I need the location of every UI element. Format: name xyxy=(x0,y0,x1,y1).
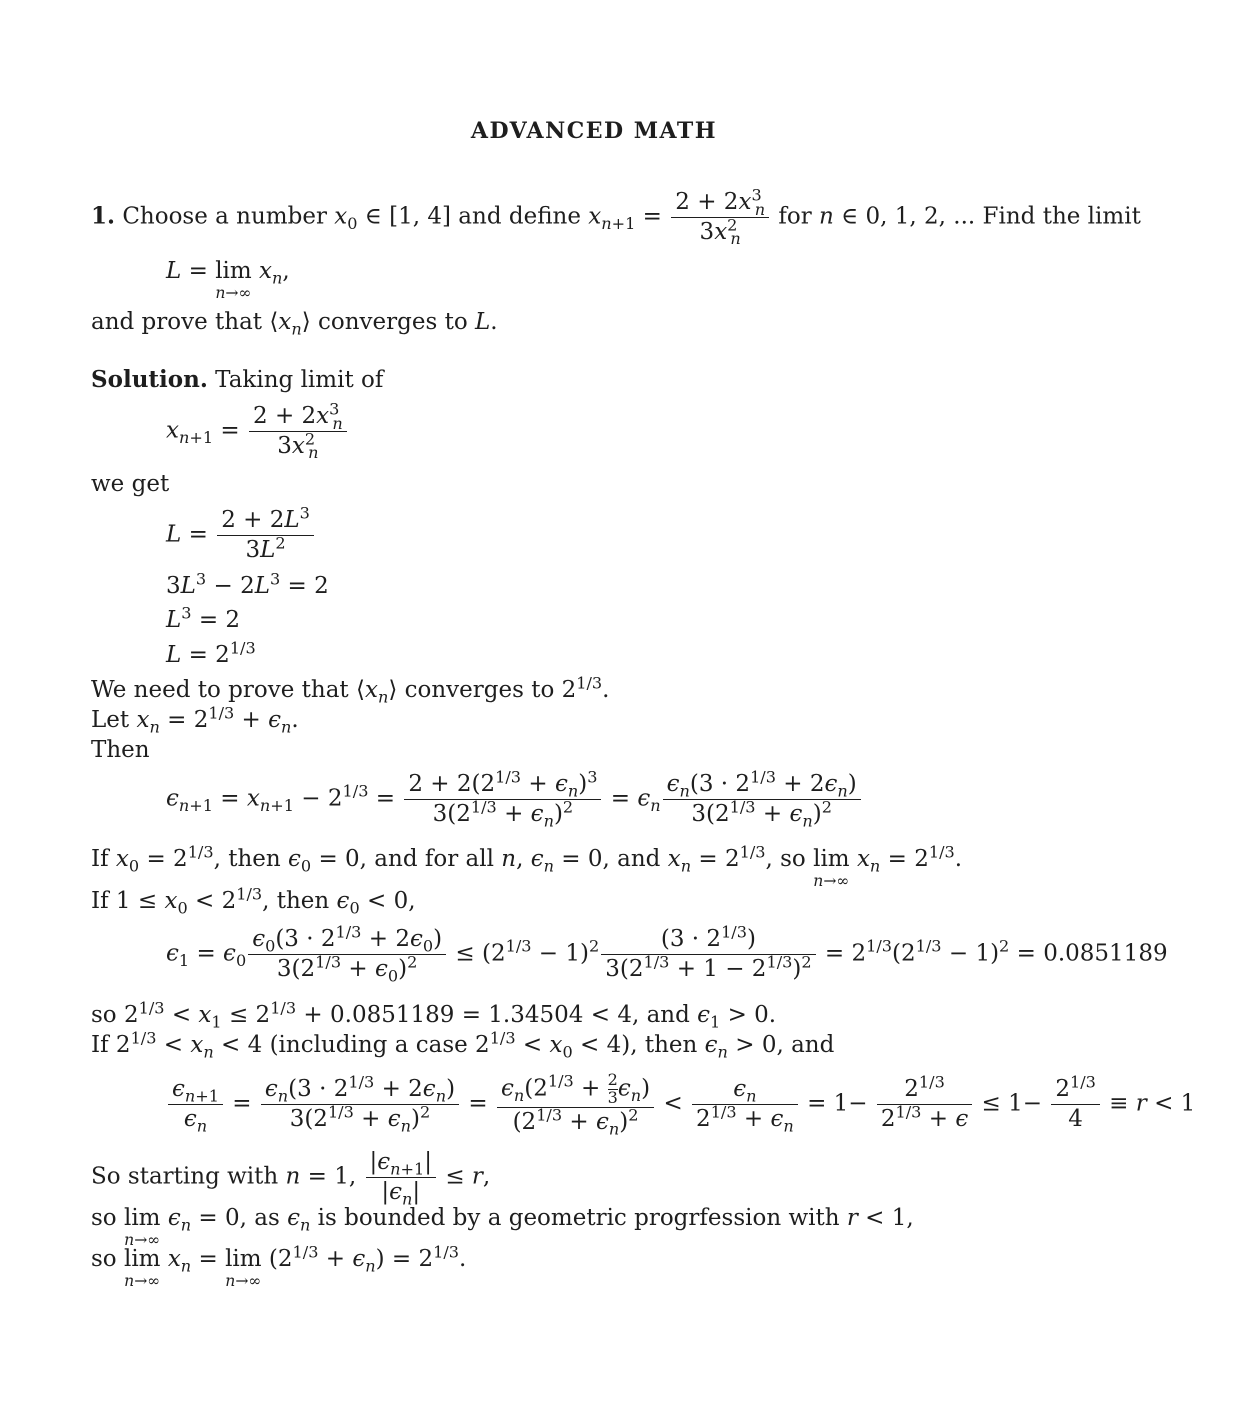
equation: L = $\frac{2 + 2L^3}{3L^2}$ xyxy=(166,506,316,565)
solution-line: So starting with n = 1, $\frac{|\epsilon_{n+1}|}{|\epsilon_n|}$ ≤ r, xyxy=(91,1149,491,1209)
equation: $x_{n+1}$ = $\frac{2 + 2x^3_n}{3x^2_n}$ xyxy=(166,402,349,461)
solution-line: If $x_0 = 2^{1/3}$, then $\epsilon_0 = 0$, and for all n, $\epsilon_n = 0$, and $x_n = 2^{1/3}$, so lim n→∞ $x_n = 2^{1/3}$. xyxy=(91,842,963,890)
solution-heading-line xyxy=(91,368,383,392)
solution-line: Let $x_n = 2^{1/3} + \epsilon_n$. xyxy=(91,703,299,737)
problem-text: Find the limit xyxy=(982,203,1141,230)
solution-heading: Solution. xyxy=(91,366,208,393)
solution-text: If xyxy=(91,846,109,872)
problem-statement-line: and prove that $⟨x_n⟩$ converges to L. xyxy=(91,309,498,339)
solution-text: Then xyxy=(91,737,150,763)
solution-text: (including a case xyxy=(269,1032,468,1058)
equation: $\frac{\epsilon_{n+1}}{\epsilon_n}$ = $\frac{\epsilon_n(3 \cdot 2^{1/3} + 2\epsilon_n)}{3(2^{1/3} + \epsilon_n)^2}$ = $\epsilon_n(2^{1/3}$ + $\frac{2}{3}$ $\epsilon_n$) $(2^{1/3} + \epsilon_n)^2$ < $\frac{\epsilon_n}{2^{1/3} + \epsilon_n}$ = 1− $\frac{2^{1/3}}{2^{1/3} + \epsilon}$ ≤ 1− $\frac{2^{1/3}}{4}$ ≡ r < 1 xyxy=(166,1072,1195,1137)
solution-line: so $2^{1/3} < x_1 \le 2^{1/3} + 0.0851189 = 1.34504 < 4$, and $\epsilon_1 > 0$. xyxy=(91,998,777,1032)
bound-value: 1.34504 xyxy=(488,1002,584,1028)
solution-text: we get xyxy=(91,471,170,497)
solution-text: Let xyxy=(91,707,130,733)
recurrence-fraction: $\frac{2 + 2x^3_n}{3x^2_n}$ xyxy=(671,188,769,247)
solution-text: as xyxy=(254,1205,280,1231)
equation: $\epsilon_1 = \epsilon_0$ $\frac{\epsilon_0(3 \cdot 2^{1/3} + 2\epsilon_0)}{3(2^{1/3} + \epsilon_0)^2}$ ≤ $(2^{1/3} - 1)^2$ $\frac{(3 \cdot 2^{1/3})}{3(2^{1/3} + 1 - 2^{1/3})^2}$ = $2^{1/3}(2^{1/3} - 1)^2 = 0.0851189$ xyxy=(166,922,1168,986)
solution-text: If xyxy=(91,888,109,914)
solution-text: and xyxy=(646,1002,690,1028)
solution-text: is bounded by a geometric progrfession with xyxy=(317,1205,840,1231)
problem-text: and define xyxy=(458,203,581,230)
solution-text: So starting with xyxy=(91,1163,279,1190)
problem-text: for xyxy=(778,203,812,230)
epsilon1-value: 0.0851189 xyxy=(330,1002,455,1028)
page-title: ADVANCED MATH xyxy=(470,118,718,144)
solution-text: so xyxy=(91,1205,117,1231)
problem-text: Choose a number xyxy=(122,203,327,230)
equation: $3L^3 - 2L^3 = 2$ xyxy=(166,569,329,599)
solution-text: so xyxy=(91,1002,117,1028)
epsilon1-value: 0.0851189 xyxy=(1043,940,1168,967)
solution-text: converges to xyxy=(404,677,555,703)
solution-line: If $1 \le x_0 < 2^{1/3}$, then $\epsilon_0 < 0$, xyxy=(91,884,416,918)
equation: $L^3 = 2$ xyxy=(166,603,241,633)
solution-line: If $2^{1/3} < x_n < 4$ (including a case $2^{1/3} < x_0 < 4$), then $\epsilon_n > 0$, and xyxy=(91,1028,835,1062)
problem-text: converges to xyxy=(318,309,468,335)
solution-text: If xyxy=(91,1032,109,1058)
problem-number: 1. xyxy=(91,202,116,230)
equation: $L = 2^{1/3}$ xyxy=(166,638,256,668)
solution-text: Taking limit of xyxy=(215,367,384,393)
solution-text: so xyxy=(91,1246,117,1272)
solution-line: so lim n→∞ $\epsilon_n = 0$, as $\epsilon_n$ is bounded by a geometric progrfession with r < 1, xyxy=(91,1205,914,1249)
problem-statement-line: 1. Choose a number $x_0$ ∈ [1, 4] and define $x_{n+1}$ = $\frac{2 + 2x^3_n}{3x^2_n}$ for n ∈ 0, 1, 2, ... Find the limit xyxy=(91,185,1141,249)
problem-text: and prove that xyxy=(91,309,263,335)
solution-text: We need to prove that xyxy=(91,677,349,703)
solution-line: so lim n→∞ $x_n = \lim$ n→∞ $(2^{1/3} + \epsilon_n) = 2^{1/3}$. xyxy=(91,1242,467,1290)
solution-line: We need to prove that $⟨x_n⟩$ converges to $2^{1/3}$. xyxy=(91,673,610,707)
equation: $\epsilon_{n+1} = x_{n+1} - 2^{1/3}$ = $\frac{2 + 2(2^{1/3} + \epsilon_n)^3}{3(2^{1/3} + \epsilon_n)^2}$ = $\epsilon_n$ $\frac{\epsilon_n(3 \cdot 2^{1/3} + 2\epsilon_n)}{3(2^{1/3} + \epsilon_n)^2}$ xyxy=(166,770,863,829)
limit-definition: L = lim n→∞ $x_n$, xyxy=(166,258,290,302)
